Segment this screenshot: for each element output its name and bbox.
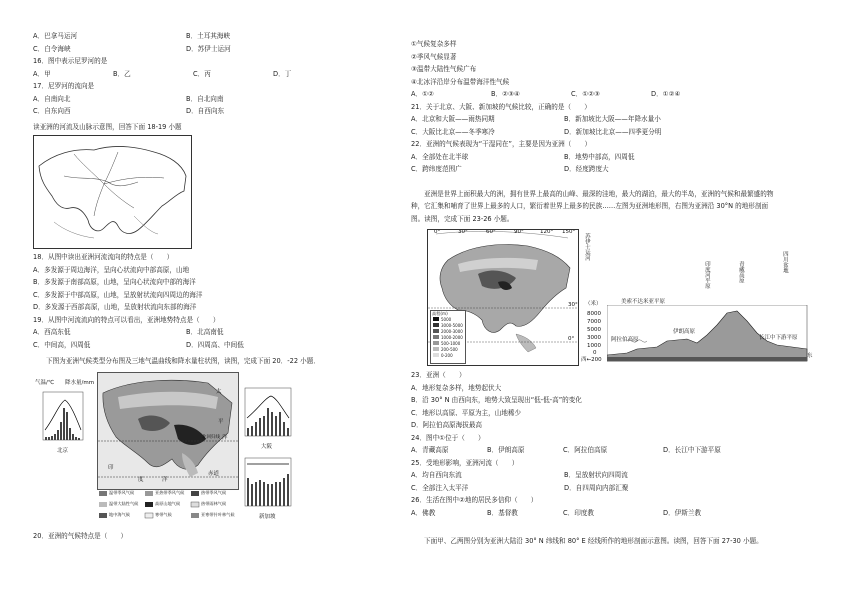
q25-option-c[interactable]: C．全部注入太平洋 xyxy=(411,483,469,492)
q18-option-c[interactable]: C．多发源于中部高原，山地，呈放射状流向四周边的海洋 xyxy=(33,290,203,299)
q24-option-b[interactable]: B．伊朗高原 xyxy=(487,446,525,454)
profile-right-label: 东 xyxy=(807,353,813,359)
legend-item-7: 地中海气候 xyxy=(109,511,130,517)
topo-lon-0: 0° xyxy=(434,229,441,235)
chart-beijing xyxy=(33,379,95,454)
profile-left-label: 西←200 xyxy=(581,357,602,363)
q16-option-a[interactable]: A．甲 xyxy=(33,69,51,78)
q20-choice-2: ②季风气候显著 xyxy=(411,52,457,61)
topo-lat-30: 30° xyxy=(568,302,578,308)
q26-option-b[interactable]: B．基督教 xyxy=(487,508,518,517)
q26-option-a[interactable]: A．佛教 xyxy=(411,508,436,517)
profile-place-suez: 苏伊士运河 xyxy=(583,233,590,261)
q20-choice-1: ①气候复杂多样 xyxy=(411,40,457,48)
map-label-pacific-3: 洋 xyxy=(222,434,228,441)
chart-singapore-city: 新加坡 xyxy=(259,513,276,520)
chart-beijing-temp-label: 气温/℃ xyxy=(35,379,55,386)
q18-option-d[interactable]: D．多发源于西部高原，山地，呈放射状流向东部的海洋 xyxy=(33,303,197,311)
profile-place-iran: 伊朗高原 xyxy=(673,329,696,335)
topo-legend-7: 0-200 xyxy=(441,352,453,358)
topo-lat-0: 0° xyxy=(568,336,575,342)
q22-option-a[interactable]: A．全部处在北半球 xyxy=(411,152,469,161)
map-label-pacific-1: 太 xyxy=(216,388,222,395)
climate-legend xyxy=(99,490,239,526)
q16-option-d[interactable]: D．丁 xyxy=(273,69,292,78)
profile-y-unit: （米） xyxy=(585,301,602,307)
q15-options xyxy=(33,32,398,45)
q23-option-c[interactable]: C．地形以高原、平原为主，山地稀少 xyxy=(411,408,522,417)
intro-18-19: 读亚洲的河流及山脉示意图，回答下面 18-19 小题 xyxy=(33,122,182,131)
legend-item-4: 温带大陆性气候 xyxy=(109,500,139,506)
q17-option-a[interactable]: A．自南向北 xyxy=(33,94,71,103)
chart-singapore xyxy=(239,454,297,526)
topo-legend xyxy=(430,310,466,364)
topo-lon-150: 150° xyxy=(562,229,576,235)
topo-legend-row xyxy=(431,352,465,358)
climate-map xyxy=(97,372,239,490)
profile-ytick-5000: 5000 xyxy=(587,327,601,333)
profile-ytick-1000: 1000 xyxy=(587,343,601,349)
q23-option-d[interactable]: D．阿拉伯高原海拔最高 xyxy=(411,421,483,429)
topo-lon-30: 30° xyxy=(458,229,468,235)
legend-item-6: 热带雨林气候 xyxy=(201,500,227,506)
q21-option-c[interactable]: C．大阪比北京——冬季寒冷 xyxy=(411,127,495,136)
map-label-indian-3: 洋 xyxy=(162,476,168,483)
q20-option-d[interactable]: D．①②④ xyxy=(651,90,681,98)
chart-beijing-precip-label: 降水量/mm xyxy=(65,379,95,386)
profile-section xyxy=(581,229,819,364)
topo-legend-6: 200-500 xyxy=(441,346,458,352)
q25-option-a[interactable]: A．均自西向东流 xyxy=(411,471,462,479)
q26-stem: 26．生活在图中②地的居民多信仰（ ） xyxy=(411,496,538,504)
q15-option-c[interactable]: C．白令海峡 xyxy=(33,44,71,53)
q24-options xyxy=(411,446,776,459)
legend-item-5: 高原山地气候 xyxy=(155,500,181,506)
profile-place-mesopotamia: 美索不达米亚平原 xyxy=(621,299,666,305)
q19-option-b[interactable]: B．北高南低 xyxy=(186,328,224,336)
q19-stem: 19．从图中河流流向的特点可以看出，亚洲地势特点是（ ） xyxy=(33,315,220,324)
left-column xyxy=(33,32,398,544)
map-label-indian-1: 印 xyxy=(108,464,114,471)
chart-singapore-plot xyxy=(239,456,297,516)
profile-ytick-7000: 7000 xyxy=(587,319,601,325)
profile-place-indus: 印度河平原 xyxy=(703,261,710,289)
q21-option-d[interactable]: D．新加坡比北京——四季更分明 xyxy=(564,127,662,136)
topo-lon-60: 60° xyxy=(486,229,496,235)
chart-beijing-city: 北京 xyxy=(57,447,69,454)
map-label-indian-2: 度 xyxy=(138,476,144,483)
q24-option-a[interactable]: A．青藏高原 xyxy=(411,446,449,454)
q15-option-b[interactable]: B．土耳其海峡 xyxy=(186,32,231,40)
legend-item-1: 温带季风气候 xyxy=(109,489,135,495)
intro-27-30: 下面甲、乙两图分别为亚洲大陆沿 30° N 纬线和 80° E 经线所作的地形剖面示意图。读图，回答下面 27-30 小题。 xyxy=(424,537,763,545)
q20-stem: 20．亚洲的气候特点是（ ） xyxy=(33,531,128,540)
q19-option-d[interactable]: D．四周高、中间低 xyxy=(186,340,244,349)
q24-stem: 24．图中①位于（ ） xyxy=(411,433,485,442)
q17-option-b[interactable]: B．自北向南 xyxy=(186,94,224,103)
q16-option-c[interactable]: C．丙 xyxy=(193,69,211,78)
chart-osaka xyxy=(239,378,297,450)
q24-option-d[interactable]: D．长江中下游平原 xyxy=(663,446,721,454)
q19-option-a[interactable]: A．西高东低 xyxy=(33,328,71,336)
q22-option-d[interactable]: D．经度跨度大 xyxy=(564,165,609,173)
topo-legend-1: 5000 xyxy=(441,316,452,322)
q17-option-c[interactable]: C．自东向西 xyxy=(33,107,71,115)
q20-option-b[interactable]: B．②③④ xyxy=(491,90,520,98)
right-column xyxy=(411,40,813,548)
profile-place-tibet: 青藏高原 xyxy=(737,261,744,283)
legend-item-2: 亚热带季风气候 xyxy=(155,489,185,495)
topo-legend-3: 2000-3000 xyxy=(441,328,463,334)
q26-options xyxy=(411,509,776,522)
profile-ytick-8000: 8000 xyxy=(587,311,601,317)
q16-stem: 16．图中表示尼罗河的是 xyxy=(33,57,108,65)
q22-stem: 22．亚洲的气候表现为“干湿同在”，主要是因为亚洲（ ） xyxy=(411,140,592,148)
map-label-pacific-2: 平 xyxy=(218,418,224,425)
climate-figure xyxy=(33,372,298,529)
q21-stem: 21．关于北京、大阪、新加坡的气候比较，正确的是（ ） xyxy=(411,102,591,111)
q17-option-d[interactable]: D．自西向东 xyxy=(186,107,225,115)
topo-lon-90: 90° xyxy=(514,229,524,235)
chart-beijing-plot xyxy=(33,390,93,450)
topo-legend-title: 高程(m) xyxy=(432,311,448,316)
q16-option-b[interactable]: B．乙 xyxy=(113,69,131,78)
q23-option-a[interactable]: A．地形复杂多样，地势起伏大 xyxy=(411,383,502,392)
intro-20-22: 下图为亚洲气候类型分布图及三地气温曲线和降水量柱状图，读图，完成下面 20．-22 小题． xyxy=(46,357,320,365)
q24-option-c[interactable]: C．阿拉伯高原 xyxy=(563,446,608,454)
chart-osaka-city: 大阪 xyxy=(261,443,273,450)
q15-option-a[interactable]: A．巴拿马运河 xyxy=(33,32,78,40)
q18-option-a[interactable]: A．多发源于周边海洋，呈向心状流向中部高原，山地 xyxy=(33,265,190,274)
q22-option-c[interactable]: C．跨纬度范围广 xyxy=(411,165,462,173)
topo-legend-2: 3000-5000 xyxy=(441,322,463,328)
topo-legend-4: 1000-2000 xyxy=(441,334,463,340)
q20-choice-4: ④北冰洋沿岸分布温带海洋性气候 xyxy=(411,77,510,86)
q20-option-a[interactable]: A．①② xyxy=(411,90,434,98)
q25-option-d[interactable]: D．自四周向内部汇聚 xyxy=(564,483,629,492)
legend-item-3: 热带季风气候 xyxy=(201,489,227,495)
q20-options xyxy=(411,90,776,103)
legend-item-8: 寒带气候 xyxy=(155,511,172,517)
q20-choice-3: ③温带大陆性气候广布 xyxy=(411,65,477,73)
map-label-equator: 赤道 xyxy=(208,470,220,477)
q25-stem: 25．受地形影响，亚洲河流（ ） xyxy=(411,458,519,467)
q25-option-b[interactable]: B．呈放射状向四周流 xyxy=(564,471,628,479)
q21-option-a[interactable]: A．北京和大阪——雨热同期 xyxy=(411,115,495,123)
intro-23-26: 亚洲是世界上面积最大的洲，拥有世界上最高的山峰、最深的洼地，最大的湖泊，最大的半岛，亚洲的气候和最繁盛的物种，它汇集和哺育了世界上最多的人口，繁衍着世界上最多的民族……左图为亚洲地形图，右图为亚洲沿 30°N 的地形剖面图。读图，完成下面 23-26 小题。 xyxy=(411,189,774,223)
q21-option-b[interactable]: B．新加坡比大阪——年降水量小 xyxy=(564,115,661,123)
q16-options xyxy=(33,70,398,83)
profile-ytick-0: 0 xyxy=(593,350,597,356)
profile-place-yangtze: 长江中下游平原 xyxy=(759,335,798,341)
q26-option-c[interactable]: C．印度教 xyxy=(563,508,594,517)
asia-rivers-map-drawing xyxy=(34,136,191,248)
legend-item-9: 亚寒带针叶林气候 xyxy=(201,511,235,517)
q17-stem: 17．尼罗河的流向是 xyxy=(33,82,95,90)
q18-stem: 18．从图中读出亚洲河流流向的特点是（ ） xyxy=(33,253,174,261)
q23-option-b[interactable]: B．沿 30° N 由西向东，地势大致呈现出“低-低-高”的变化 xyxy=(411,396,582,404)
asia-topo-map xyxy=(427,229,579,366)
q19-option-c[interactable]: C．中间高，四周低 xyxy=(33,340,91,349)
topo-legend-5: 500-1000 xyxy=(441,340,461,346)
profile-ytick-3000: 3000 xyxy=(587,335,601,341)
q23-stem: 23．亚洲（ ） xyxy=(411,371,466,379)
q22-option-b[interactable]: B．地势中部高，四周低 xyxy=(564,152,635,161)
q26-option-d[interactable]: D．伊斯兰教 xyxy=(663,508,702,517)
topography-figure xyxy=(411,229,811,369)
q15-option-d[interactable]: D．苏伊士运河 xyxy=(186,44,231,53)
chart-osaka-plot xyxy=(239,386,297,446)
profile-place-sichuan: 四川盆地 xyxy=(781,251,788,273)
asia-rivers-map xyxy=(33,135,192,249)
map-label-tropic: 北回归线 xyxy=(202,434,220,440)
topo-lon-120: 120° xyxy=(540,229,554,235)
q20-option-c[interactable]: C．①②③ xyxy=(571,90,600,98)
profile-place-arabia: 阿拉伯高原 xyxy=(611,337,639,343)
q18-option-b[interactable]: B．多发源于南部高原，山地，呈向心状流向中部的海洋 xyxy=(33,278,196,286)
